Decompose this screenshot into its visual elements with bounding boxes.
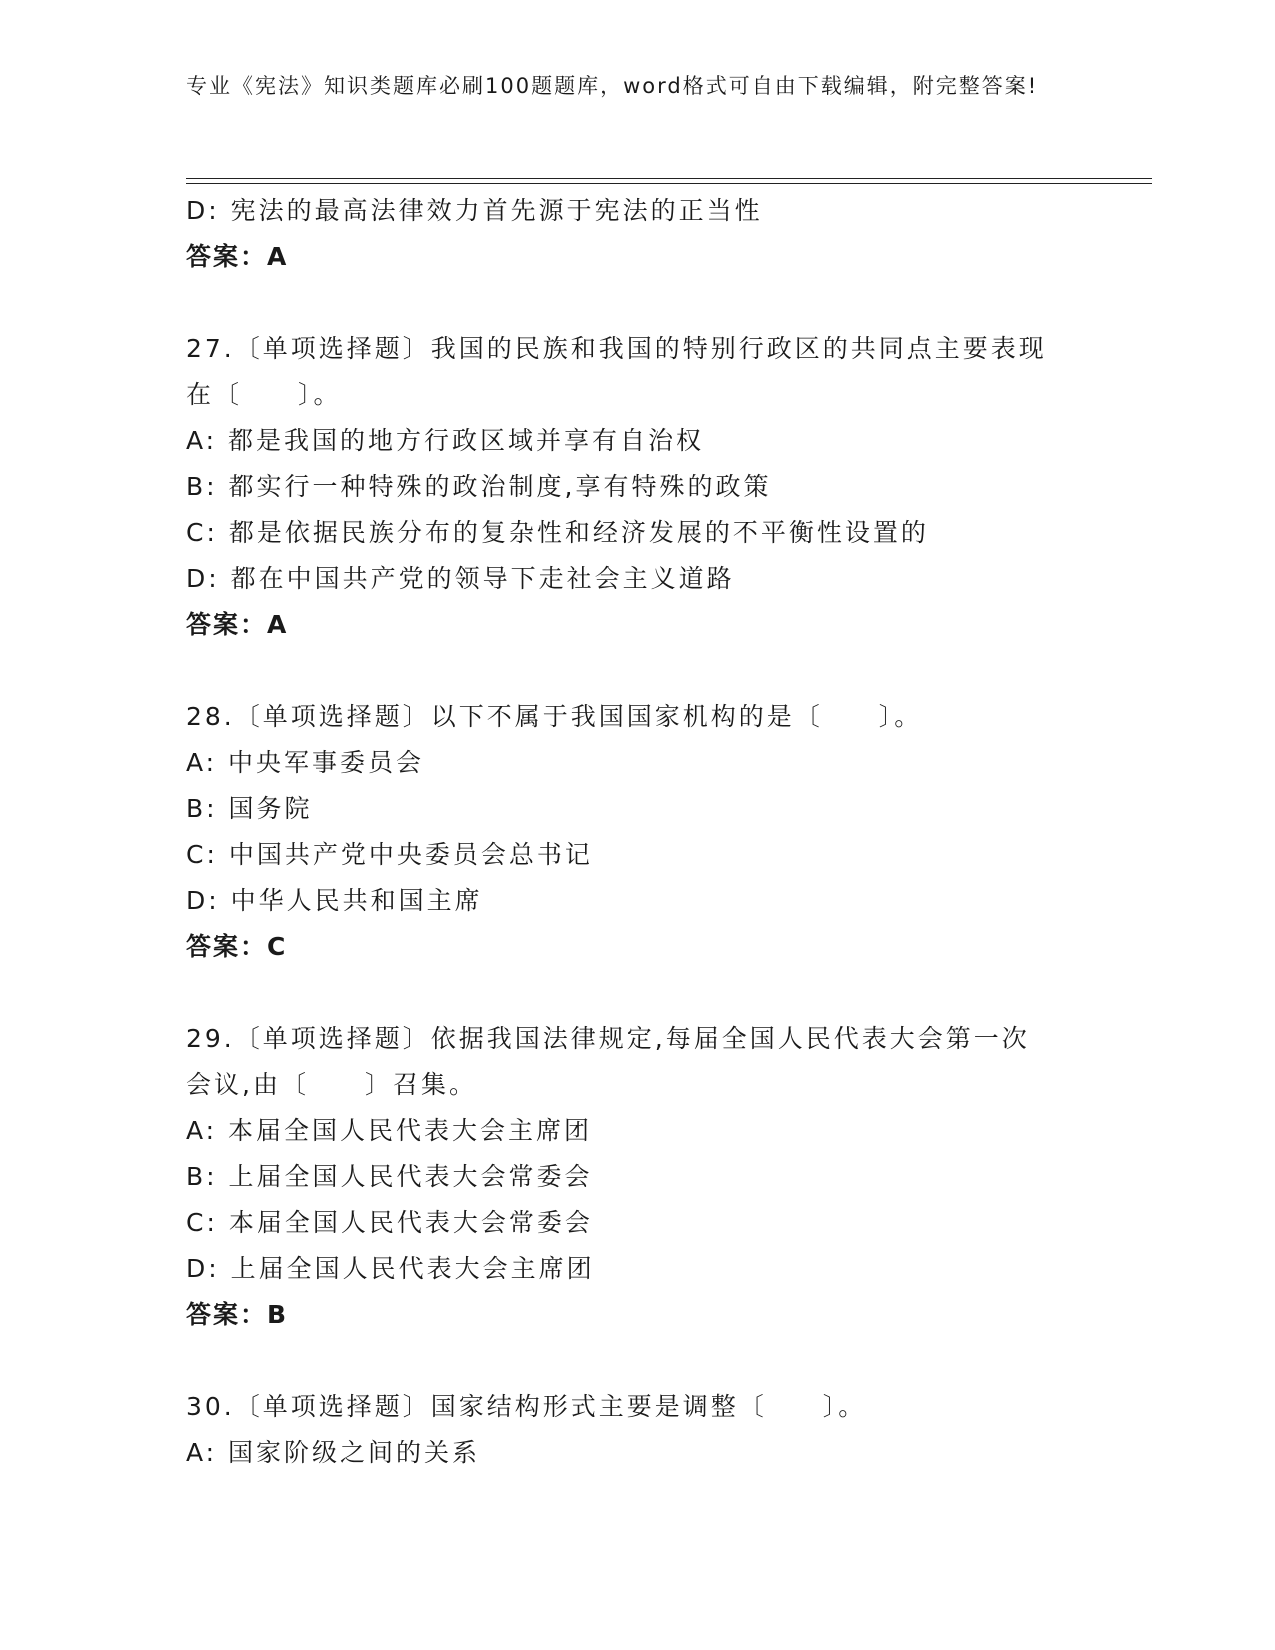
spacer bbox=[186, 280, 1086, 326]
question-stem-continued: 在〔 〕。 bbox=[186, 380, 342, 409]
answer: 答案：B bbox=[186, 1300, 289, 1329]
question-26-tail bbox=[186, 188, 1086, 280]
option-c: C: 中国共产党中央委员会总书记 bbox=[186, 840, 593, 869]
option-b: B: 都实行一种特殊的政治制度,享有特殊的政策 bbox=[186, 472, 772, 501]
option-c: C: 都是依据民族分布的复杂性和经济发展的不平衡性设置的 bbox=[186, 518, 929, 547]
question-28 bbox=[186, 694, 1086, 970]
question-stem: 29.〔单项选择题〕依据我国法律规定,每届全国人民代表大会第一次 bbox=[186, 1024, 1030, 1053]
option-a: A: 都是我国的地方行政区域并享有自治权 bbox=[186, 426, 705, 455]
answer: 答案：A bbox=[186, 242, 289, 271]
option-a: A: 中央军事委员会 bbox=[186, 748, 425, 777]
option-d: D: 都在中国共产党的领导下走社会主义道路 bbox=[186, 564, 735, 593]
option-a: A: 国家阶级之间的关系 bbox=[186, 1438, 481, 1467]
option-d: D: 上届全国人民代表大会主席团 bbox=[186, 1254, 595, 1283]
spacer bbox=[186, 648, 1086, 694]
option-c: C: 本届全国人民代表大会常委会 bbox=[186, 1208, 593, 1237]
option-b: B: 上届全国人民代表大会常委会 bbox=[186, 1162, 593, 1191]
spacer bbox=[186, 970, 1086, 1016]
spacer bbox=[186, 1338, 1086, 1384]
option-d: D: 宪法的最高法律效力首先源于宪法的正当性 bbox=[186, 196, 763, 225]
question-29 bbox=[186, 1016, 1086, 1338]
question-stem: 27.〔单项选择题〕我国的民族和我国的特别行政区的共同点主要表现 bbox=[186, 334, 1047, 363]
question-27 bbox=[186, 326, 1086, 648]
question-list bbox=[186, 188, 1086, 1476]
question-30 bbox=[186, 1384, 1086, 1476]
question-stem-continued: 会议,由〔 〕召集。 bbox=[186, 1070, 477, 1099]
answer: 答案：C bbox=[186, 932, 288, 961]
question-stem: 30.〔单项选择题〕国家结构形式主要是调整〔 〕。 bbox=[186, 1392, 867, 1421]
document-header: 专业《宪法》知识类题库必刷100题题库，word格式可自由下载编辑，附完整答案! bbox=[186, 74, 1039, 98]
header-divider-top bbox=[186, 178, 1152, 179]
option-d: D: 中华人民共和国主席 bbox=[186, 886, 483, 915]
question-stem: 28.〔单项选择题〕以下不属于我国国家机构的是〔 〕。 bbox=[186, 702, 923, 731]
option-a: A: 本届全国人民代表大会主席团 bbox=[186, 1116, 593, 1145]
answer: 答案：A bbox=[186, 610, 289, 639]
option-b: B: 国务院 bbox=[186, 794, 313, 823]
header-divider-bottom bbox=[186, 183, 1152, 184]
